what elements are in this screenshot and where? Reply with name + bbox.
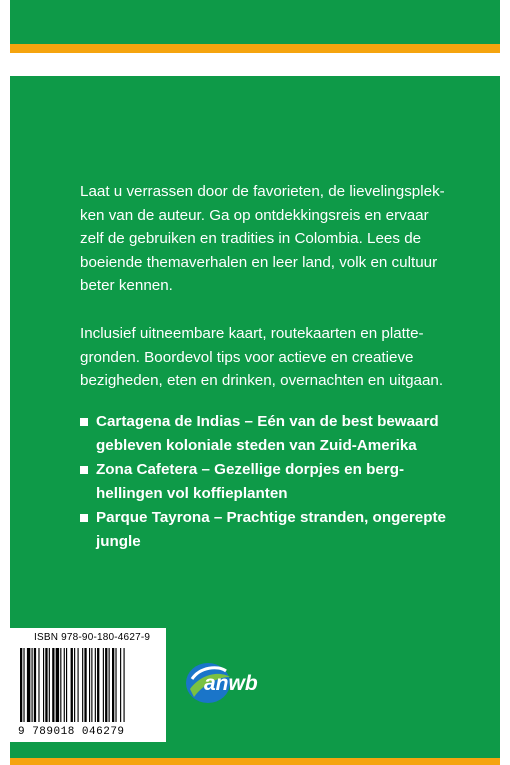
highlight-item [80,410,460,457]
top-orange-stripe [10,44,500,53]
intro-paragraph [80,180,450,298]
includes-line: Inclusief uitneembare kaart, routekaarten en platte- [80,325,424,342]
square-bullet-icon [80,514,88,522]
intro-line: zelf de gebruiken en tradities in Colombia. Lees de [80,230,422,247]
includes-line: bezigheden, eten en drinken, overnachten en uitgaan. [80,372,444,389]
highlight-line: Cartagena de Indias – Eén van de best bewaard [96,413,439,430]
intro-line: Laat u verrassen door de favorieten, de lievelingsplek- [80,183,445,200]
intro-line: ken van de auteur. Ga op ontdekkingsreis en ervaar [80,206,429,224]
includes-paragraph [80,322,450,393]
highlight-item [80,506,460,553]
isbn-label: ISBN 978-90-180-4627-9 [34,632,151,643]
highlight-line: gebleven koloniale steden van Zuid-Amerika [96,436,417,454]
square-bullet-icon [80,418,88,426]
top-green-band [10,0,500,44]
barcode-bars [18,648,166,722]
barcode-box [10,628,166,742]
intro-line: beter kennen. [80,277,173,294]
intro-line: boeiende themaverhalen en leer land, volk en cultuur [80,253,438,271]
anwb-logo [184,659,284,707]
includes-line: gronden. Boordevol tips voor actieve en creatieve [80,348,414,366]
highlight-list [80,410,460,554]
highlight-line: Zona Cafetera – Gezellige dorpjes en berg- [96,461,405,478]
barcode-digits: 9 789018 046279 [18,726,125,738]
highlight-line: Parque Tayrona – Prachtige stranden, ongerepte [96,509,446,526]
bottom-orange-stripe [10,758,500,765]
highlight-item [80,458,460,505]
highlight-line: hellingen vol koffieplanten [96,484,288,502]
highlight-line: jungle [96,532,141,550]
square-bullet-icon [80,466,88,474]
logo-text: anwb [204,672,258,695]
